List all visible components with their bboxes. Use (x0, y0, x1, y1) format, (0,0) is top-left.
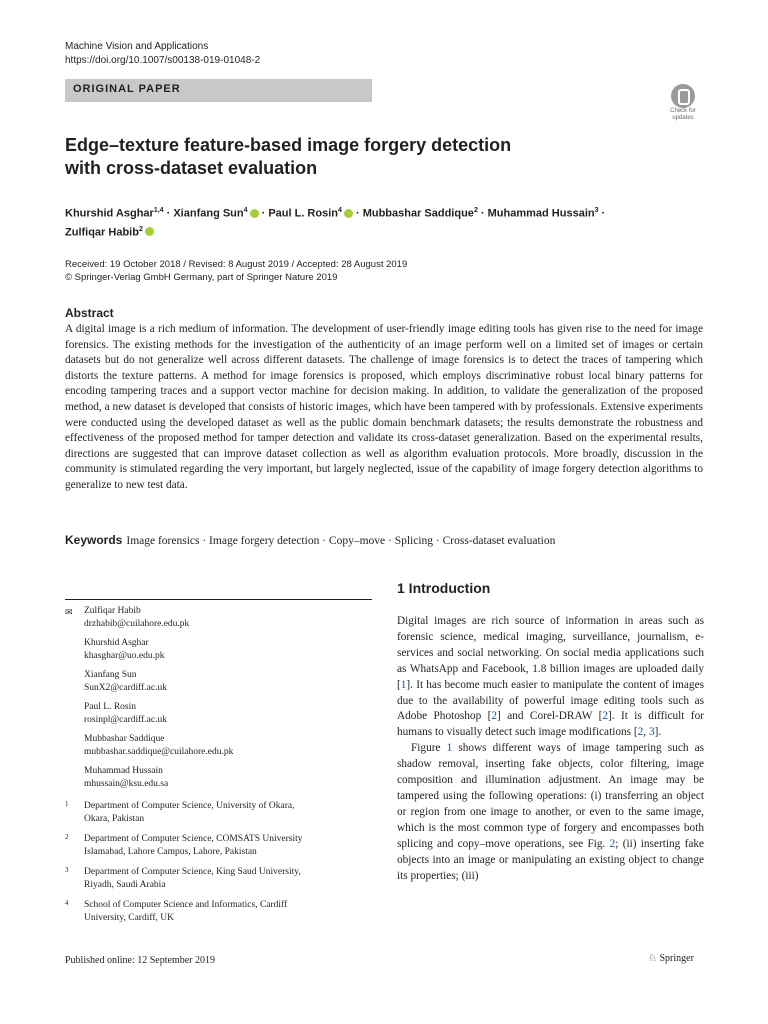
intro-text: ]. (654, 726, 662, 739)
author-affiliation-sup: 2 (138, 225, 143, 233)
author-list (65, 203, 705, 240)
affiliation-item (65, 800, 375, 825)
check-for-updates-badge[interactable] (664, 84, 702, 124)
contact-name: Xianfang Sun (84, 670, 137, 680)
contact-item (65, 765, 375, 790)
doi-link[interactable]: https://doi.org/10.1007/s00138-019-01048-2 (65, 55, 261, 66)
contact-name: Muhammad Hussain (84, 766, 163, 776)
article-dates (65, 258, 407, 284)
author-separator: · (163, 207, 174, 220)
intro-text: , (643, 726, 649, 739)
affiliation-number: 4 (65, 899, 69, 907)
citation-link[interactable]: 2 (609, 837, 616, 850)
contact-name: Mubbashar Saddique (84, 734, 165, 744)
contact-item (65, 733, 375, 758)
contact-email[interactable]: mubbashar.saddique@cuilahore.edu.pk (84, 746, 234, 757)
contact-email[interactable]: khasghar@uo.edu.pk (84, 650, 165, 661)
article-history: Received: 19 October 2018 / Revised: 8 August 2019 / Accepted: 28 August 2019 (65, 259, 408, 270)
contact-name: Khurshid Asghar (84, 638, 149, 648)
author-separator: · (477, 207, 488, 220)
keywords-text: Image forensics · Image forgery detection · Copy–move · Splicing · Cross-dataset evaluation (126, 535, 556, 547)
author-name[interactable]: Mubbashar Saddique (362, 207, 474, 220)
contact-item (65, 637, 375, 662)
intro-paragraph-1 (397, 614, 704, 741)
affiliation-item (65, 866, 375, 891)
title-line2: with cross-dataset evaluation (65, 158, 318, 178)
footnote-divider (65, 599, 372, 600)
paper-title (65, 134, 705, 180)
author-name[interactable]: Paul L. Rosin (268, 207, 338, 220)
affiliation-line: Department of Computer Science, University of Okara, (84, 801, 295, 811)
keywords (65, 533, 705, 547)
contact-email[interactable]: rosinpl@cardiff.ac.uk (84, 714, 167, 725)
affiliation-item (65, 899, 375, 924)
affiliation-line: Department of Computer Science, COMSATS University (84, 834, 303, 844)
author-affiliation-sup: 4 (243, 207, 248, 214)
introduction-body (397, 614, 704, 884)
contact-item (65, 701, 375, 726)
intro-text: Figure (411, 742, 447, 755)
copyright-notice: © Springer-Verlag GmbH Germany, part of Springer Nature 2019 (65, 272, 338, 283)
affiliation-line: Okara, Pakistan (84, 813, 145, 824)
keywords-label: Keywords (65, 533, 123, 547)
author-separator: · (258, 207, 269, 220)
journal-header (65, 40, 260, 68)
contact-item (65, 605, 375, 630)
author-separator: · (598, 207, 606, 220)
citation-link[interactable]: 2 (491, 710, 498, 723)
affiliation-number: 2 (65, 833, 69, 841)
contact-email[interactable]: drzhabib@cuilahore.edu.pk (84, 618, 190, 629)
published-date: Published online: 12 September 2019 (65, 955, 215, 966)
affiliation-line: University, Cardiff, UK (84, 912, 174, 923)
affiliation-number: 3 (65, 866, 69, 874)
citation-link[interactable]: 3 (648, 726, 655, 739)
publisher-logo (648, 953, 694, 964)
intro-text: ; (ii) inserting fake objects into an image or manipulating an existing object to change its properties; (iii) (397, 837, 705, 882)
intro-text: ] and Corel-DRAW [ (497, 710, 603, 723)
abstract-text: A digital image is a rich medium of information. The development of user-friendly image editing tools has given rise to the need for image forensics. The existing methods for the investigation of the authenticity of an image perform well on a limited set of images or certain datasets but do not generalize well across different datasets. The challenge of image forensics is to detect the traces of tampering which distorts the texture patterns. A method for image forensics is proposed, which employs discriminative robust local binary patterns for encoding tampering traces and a support vector machine for decision making. In addition, to validate the generalization of the proposed method, a new dataset is developed that consists of historic images, which have been tampered with by professionals. Extensive experiments were conducted using the developed dataset as well as the public domain benchmark datasets; the results demonstrate the robustness and effectiveness of the proposed method for tamper detection and validate its cross-dataset generalization. Based on the experimental results, directions are suggested that can improve dataset collection as well as algorithm evaluation protocols. More broadly, discussion in the community is stimulated regarding the very important, but largely neglected, issue of the capability of image forgery detection algorithms to generalize to new test data. (65, 323, 703, 491)
affiliation-line: Islamabad, Lahore Campus, Lahore, Pakistan (84, 846, 257, 857)
affiliation-line: School of Computer Science and Informatics, Cardiff (84, 900, 288, 910)
title-line1: Edge–texture feature-based image forgery detection (65, 135, 512, 155)
check-updates-line1: Check for (670, 108, 696, 114)
contact-email[interactable]: SunX2@cardiff.ac.uk (84, 682, 167, 693)
intro-paragraph-2 (397, 741, 704, 884)
author-separator: · (352, 207, 363, 220)
affiliation-number: 1 (65, 800, 69, 808)
check-updates-line2: updates (672, 115, 694, 121)
orcid-icon[interactable] (344, 209, 353, 218)
contact-list (65, 605, 375, 790)
citation-link[interactable]: 2 (637, 726, 644, 739)
author-affiliation-sup: 4 (338, 207, 342, 214)
abstract-heading: Abstract (65, 306, 114, 320)
author-affiliation-sup: 3 (594, 207, 599, 214)
affiliation-line: Department of Computer Science, King Saud University, (84, 867, 301, 877)
correspondence-block (65, 605, 375, 924)
author-name[interactable]: Muhammad Hussain (487, 207, 595, 220)
affiliation-list (65, 800, 375, 924)
intro-text: Digital images are rich source of information in areas such as forensic science, medical imaging, surveillance, journalism, e-services and social networking. On social media applications such as WhatsApp and Facebook, 1.8 billion images are uploaded daily [ (397, 615, 704, 691)
article-type-label: ORIGINAL PAPER (73, 83, 181, 95)
affiliation-item (65, 833, 375, 858)
publisher-name: Springer (659, 953, 694, 964)
citation-link[interactable]: 1 (400, 678, 407, 691)
orcid-icon[interactable] (145, 227, 154, 236)
contact-item (65, 669, 375, 694)
author-name[interactable]: Khurshid Asghar (65, 207, 154, 220)
orcid-icon[interactable] (250, 209, 259, 218)
check-for-updates-icon (671, 84, 695, 108)
author-affiliation-sup: 1,4 (153, 207, 164, 214)
citation-link[interactable]: 1 (446, 742, 453, 755)
springer-horse-icon: ♘ (648, 953, 657, 964)
contact-email[interactable]: mhussain@ksu.edu.sa (84, 778, 169, 789)
author-name[interactable]: Xianfang Sun (173, 207, 244, 220)
contact-name: Paul L. Rosin (84, 702, 136, 712)
contact-name: Zulfiqar Habib (84, 606, 141, 616)
intro-text: shows different ways of image tampering such as shadow removal, inserting fake objects, color filtering, image composition and illumination adjustment. An image may be tampered using the following operations: (i) transferring an object or region from one image to another, or even to the same image, which is the most common type of forgery and encompasses both splicing and copy–move operations, see Fig. (397, 742, 704, 850)
author-affiliation-sup: 2 (473, 207, 478, 214)
citation-link[interactable]: 2 (602, 710, 608, 723)
intro-text: ]. It is difficult for humans to visually detect such image modifications [ (397, 710, 704, 739)
intro-text: ]. It has become much easier to manipulate the content of images due to the availability of powerful image editing tools such as Adobe Photoshop [ (397, 678, 704, 723)
envelope-icon: ✉ (65, 607, 73, 617)
introduction-heading: 1 Introduction (397, 580, 491, 596)
affiliation-line: Riyadh, Saudi Arabia (84, 879, 166, 890)
journal-name: Machine Vision and Applications (65, 41, 209, 52)
author-name[interactable]: Zulfiqar Habib (65, 226, 139, 239)
article-type-banner (65, 79, 372, 102)
